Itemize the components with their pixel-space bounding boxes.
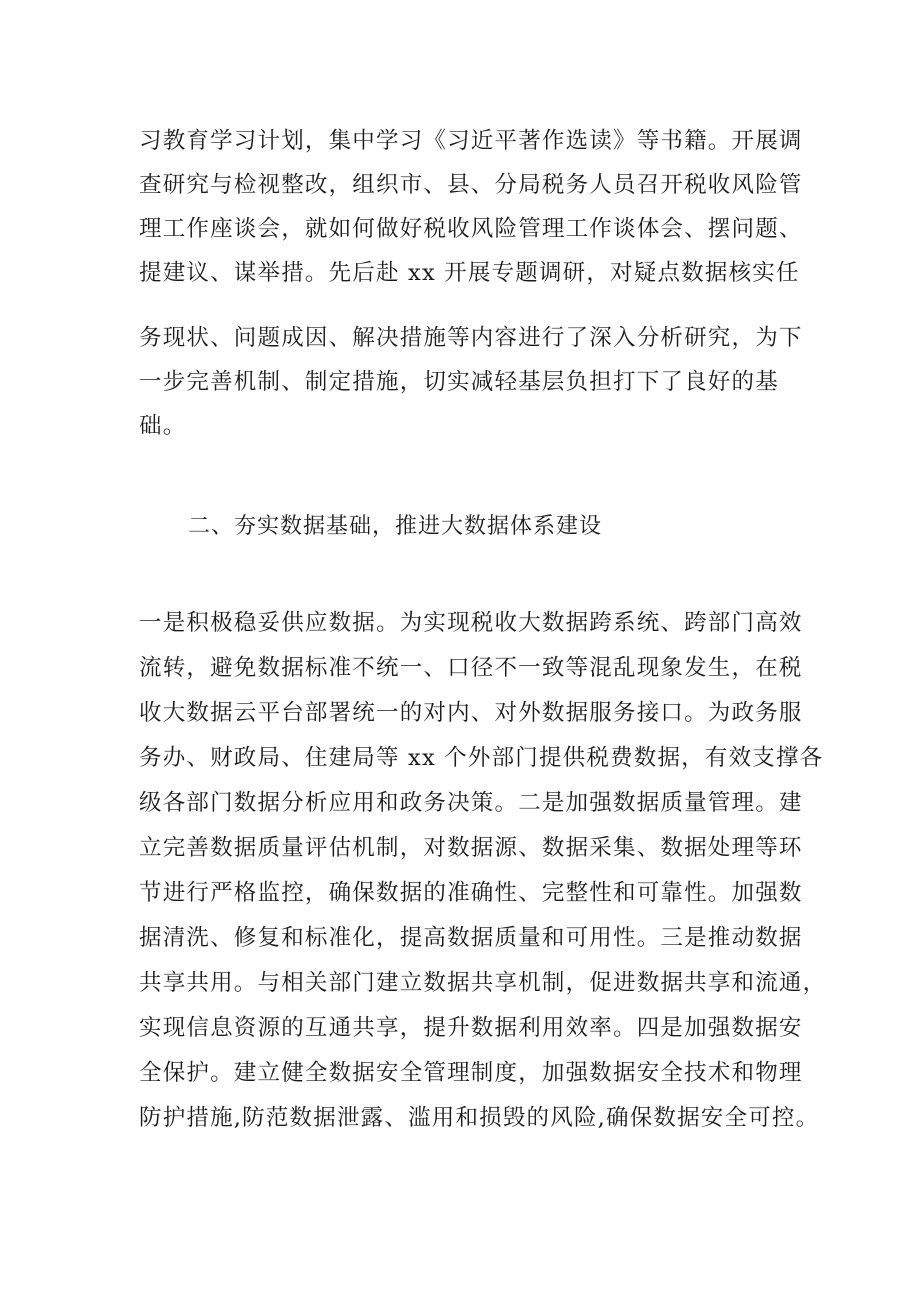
paragraph2-line-5: 级各部门数据分析应用和政务决策。二是加强数据质量管理。建 xyxy=(139,790,803,816)
paragraph2-line-10: 实现信息资源的互通共享，提升数据利用效率。四是加强数据安 xyxy=(139,1015,803,1041)
paragraph1-line-4: 提建议、谋举措。先后赴 xx 开展专题调研，对疑点数据核实任 xyxy=(139,260,800,286)
paragraph1-line-6: 一步完善机制、制定措施，切实减轻基层负担打下了良好的基 xyxy=(139,369,779,395)
paragraph1-line-2: 查研究与检视整改，组织市、县、分局税务人员召开税收风险管 xyxy=(139,172,803,198)
paragraph2-line-2: 流转，避免数据标准不统一、口径不一致等混乱现象发生，在税 xyxy=(139,655,803,681)
paragraph2-line-1: 一是积极稳妥供应数据。为实现税收大数据跨系统、跨部门高效 xyxy=(139,610,803,636)
paragraph2-line-9: 共享共用。与相关部门建立数据共享机制，促进数据共享和流通， xyxy=(139,970,827,996)
paragraph1-line-7: 础。 xyxy=(139,413,187,439)
paragraph1-line-1: 习教育学习计划，集中学习《习近平著作选读》等书籍。开展调 xyxy=(139,128,803,154)
paragraph2-line-11: 全保护。建立健全数据安全管理制度，加强数据安全技术和物理 xyxy=(139,1060,803,1086)
paragraph2-line-12: 防护措施,防范数据泄露、滥用和损毁的风险,确保数据安全可控。 xyxy=(139,1105,820,1131)
section-heading: 二、夯实数据基础，推进大数据体系建设 xyxy=(188,514,603,539)
paragraph2-line-6: 立完善数据质量评估机制，对数据源、数据采集、数据处理等环 xyxy=(139,835,803,861)
paragraph1-line-5: 务现状、问题成因、解决措施等内容进行了深入分析研究，为下 xyxy=(139,325,803,351)
paragraph2-line-7: 节进行严格监控，确保数据的准确性、完整性和可靠性。加强数 xyxy=(139,880,803,906)
paragraph2-line-3: 收大数据云平台部署统一的对内、对外数据服务接口。为政务服 xyxy=(139,700,803,726)
paragraph2-line-8: 据清洗、修复和标准化，提高数据质量和可用性。三是推动数据 xyxy=(139,925,803,951)
paragraph2-line-4: 务办、财政局、住建局等 xx 个外部门提供税费数据，有效支撑各 xyxy=(139,745,824,771)
paragraph1-line-3: 理工作座谈会，就如何做好税收风险管理工作谈体会、摆问题、 xyxy=(139,216,803,242)
